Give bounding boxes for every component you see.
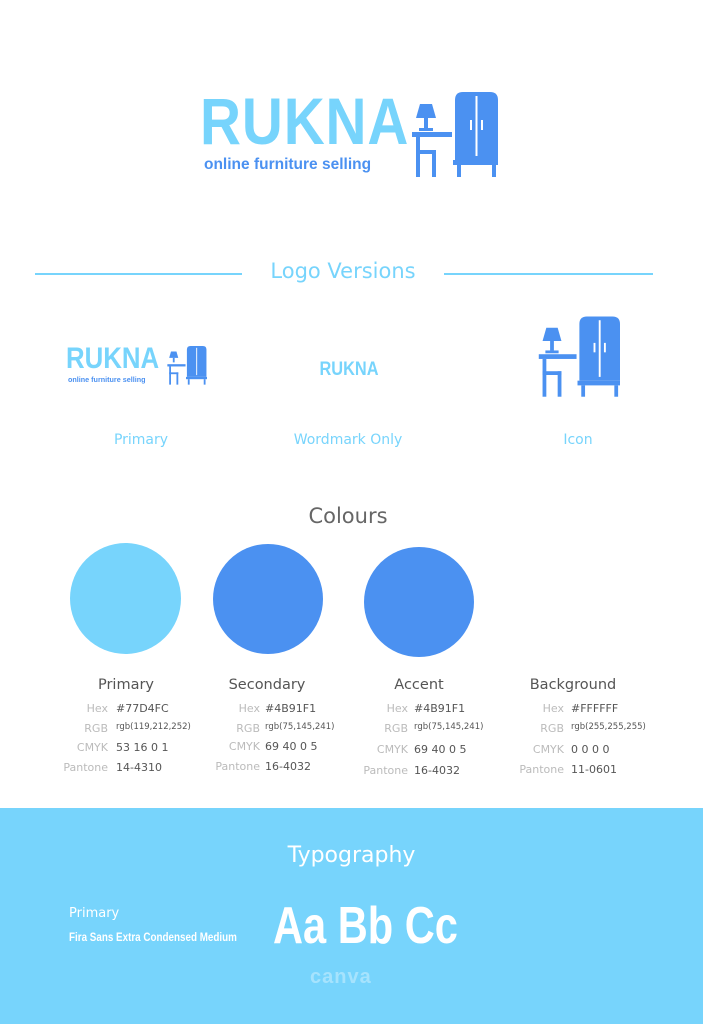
spec-rgb: rgb(255,255,255) <box>571 722 646 732</box>
spec-key-pantone: Pantone <box>519 763 564 776</box>
version-label-primary: Primary <box>113 432 169 448</box>
logo-version-primary <box>66 344 211 390</box>
colour-specs-accent <box>356 702 516 782</box>
spec-key-cmyk: CMYK <box>76 741 108 754</box>
colour-name-accent: Accent <box>394 677 444 693</box>
logo-tagline: online furniture selling <box>204 156 372 173</box>
typography-primary-font: Fira Sans Extra Condensed Medium <box>69 930 237 944</box>
typography-sample: Aa Bb Cc <box>273 897 458 955</box>
version-label-icon: Icon <box>563 432 593 448</box>
spec-key-pantone: Pantone <box>63 761 108 774</box>
spec-cmyk: 69 40 0 5 <box>265 740 318 753</box>
spec-key-hex: Hex <box>86 702 108 715</box>
logo-versions-title: Logo Versions <box>270 259 416 283</box>
spec-key-rgb: RGB <box>540 722 564 735</box>
spec-hex: #77D4FC <box>116 702 169 715</box>
logo-wordmark: RUKNA <box>200 84 410 158</box>
swatch-secondary <box>213 544 323 654</box>
primary-furniture-icon <box>165 346 207 386</box>
colour-name-primary: Primary <box>97 677 155 693</box>
spec-rgb: rgb(75,145,241) <box>414 722 484 732</box>
spec-key-pantone: Pantone <box>215 760 260 773</box>
spec-key-hex: Hex <box>542 702 564 715</box>
spec-key-rgb: RGB <box>84 722 108 735</box>
spec-hex: #4B91F1 <box>265 702 317 715</box>
spec-key-pantone: Pantone <box>363 764 408 777</box>
divider-right <box>444 273 653 275</box>
spec-rgb: rgb(119,212,252) <box>116 722 191 732</box>
spec-cmyk: 0 0 0 0 <box>571 743 610 756</box>
typography-primary-label: Primary <box>69 906 120 921</box>
typography-title: Typography <box>287 843 416 868</box>
spec-hex: #4B91F1 <box>414 702 466 715</box>
colour-specs-primary <box>60 702 220 782</box>
spec-key-hex: Hex <box>238 702 260 715</box>
spec-cmyk: 53 16 0 1 <box>116 741 169 754</box>
colour-name-secondary: Secondary <box>228 677 306 693</box>
swatch-primary <box>70 543 181 654</box>
spec-cmyk: 69 40 0 5 <box>414 743 467 756</box>
main-logo <box>200 84 500 183</box>
spec-pantone: 14-4310 <box>116 761 162 774</box>
primary-wordmark: RUKNA <box>66 342 160 375</box>
furniture-icon <box>408 92 498 180</box>
spec-key-cmyk: CMYK <box>376 743 408 756</box>
spec-key-rgb: RGB <box>236 722 260 735</box>
swatch-accent <box>364 547 474 657</box>
spec-key-cmyk: CMYK <box>228 740 260 753</box>
divider-left <box>35 273 242 275</box>
spec-key-cmyk: CMYK <box>532 743 564 756</box>
spec-pantone: 16-4032 <box>265 760 311 773</box>
spec-hex: #FFFFFF <box>571 702 619 715</box>
watermark: canva <box>310 966 372 988</box>
colours-title: Colours <box>308 504 388 528</box>
swatch-background <box>518 547 628 657</box>
version-label-wordmark: Wordmark Only <box>293 432 403 448</box>
wordmark-only-logo: RUKNA <box>319 359 379 380</box>
colour-specs-background <box>514 702 684 782</box>
spec-pantone: 11-0601 <box>571 763 617 776</box>
primary-tagline: online furniture selling <box>68 375 146 384</box>
spec-key-hex: Hex <box>386 702 408 715</box>
spec-pantone: 16-4032 <box>414 764 460 777</box>
spec-key-rgb: RGB <box>384 722 408 735</box>
spec-rgb: rgb(75,145,241) <box>265 722 335 732</box>
icon-only-logo <box>535 316 620 400</box>
colour-name-background: Background <box>529 677 617 693</box>
colour-specs-secondary <box>208 702 368 782</box>
